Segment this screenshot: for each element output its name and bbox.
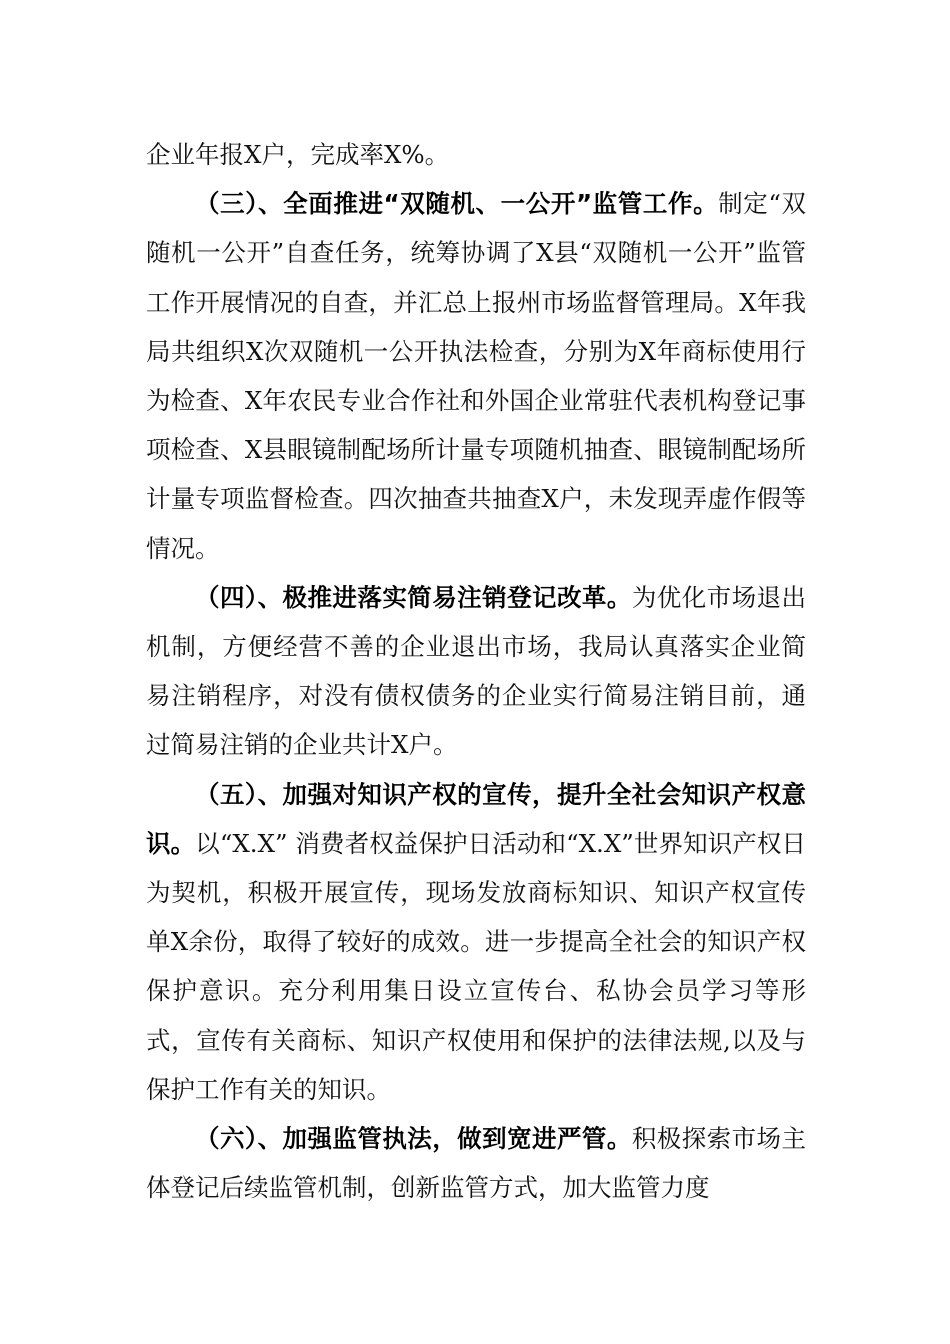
paragraph-text: 为优化市场退出机制，方便经营不善的企业退出市场，我局认真落实企业简易注销程序，对没有债权债务的企业实行简易注销目前，通过简易注销的企业共计X户。 (146, 582, 806, 760)
paragraph-section-3 (146, 179, 806, 573)
paragraph-text: 积极探索市场主体登记后续监管机制，创新监管方式，加大监管力度 (146, 1124, 806, 1203)
section-heading: （六）、加强监管执法，做到宽进严管。 (195, 1124, 632, 1154)
paragraph-section-5 (146, 770, 806, 1114)
section-heading: （四）、极推进落实简易注销登记改革。 (195, 582, 632, 612)
paragraph-section-4 (146, 573, 806, 770)
section-heading: （五）、加强对知识产权的宣传，提升全社会知识产权意识。 (146, 779, 806, 858)
paragraph-continuation (146, 130, 806, 179)
paragraph-text: 企业年报X户，完成率X%。 (146, 140, 450, 169)
section-heading: （三）、全面推进“双随机、一公开”监管工作。 (195, 189, 719, 219)
paragraph-text: 以“X.X” 消费者权益保护日活动和“X.X”世界知识产权日为契机，积极开展宣传，现场发放商标知识、知识产权宣传单X余份，取得了较好的成效。进一步提高全社会的知识产权保护意识。充分利用集日设立宣传台、私协会员学习等形式，宣传有关商标、知识产权使用和保护的法律法规,以及与保护工作有关的知识。 (146, 828, 807, 1104)
document-body (146, 130, 806, 1212)
paragraph-section-6 (146, 1114, 806, 1212)
paragraph-text: 制定“双随机一公开”自查任务，统筹协调了X县“双随机一公开”监管工作开展情况的自查，并汇总上报州市场监督管理局。X年我局共组织X次双随机一公开执法检查，分别为X年商标使用行为检查、X年农民专业合作社和外国企业常驻代表机构登记事项检查、X县眼镜制配场所计量专项随机抽查、眼镜制配场所计量专项监督检查。四次抽查共抽查X户，未发现弄虚作假等情况。 (146, 189, 806, 563)
